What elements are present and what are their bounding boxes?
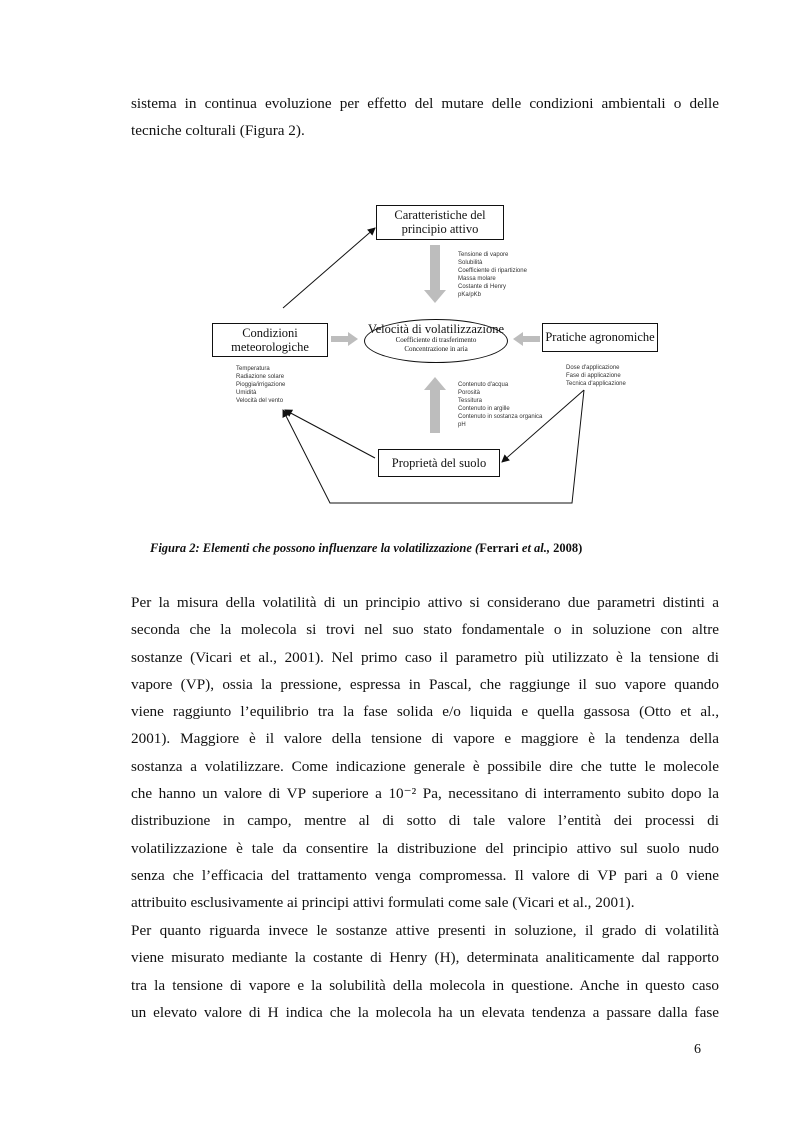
text-line: sostanza a volatilizzare. Come indicazione generale è possibile dire che tutte le molecole (131, 757, 719, 775)
arrow-right-left (513, 332, 540, 346)
text-line: 2001). Maggiore è il valore della tensione di vapore e maggiore è la tendenza della (131, 730, 719, 748)
arrow-soil-to-meteo (285, 410, 375, 458)
ellipse-volatilization-rate (364, 319, 508, 363)
list-agronomic-factors (566, 364, 626, 388)
list-item: Dose d'applicazione (566, 365, 620, 371)
list-soil-factors (458, 381, 542, 429)
box-label: meteorologiche (231, 340, 309, 354)
caption-etal: et al., (521, 541, 551, 555)
text-line: tra la tensione di vapore e la solubilità della molecola in questione. Anche in questo caso (131, 976, 719, 994)
text-line: viene raggiunto l’equilibrio tra la fase solida e/o liquida e quella gassosa (Otto et al., (131, 703, 719, 721)
list-item: Massa molare (458, 276, 496, 282)
list-item: pH (458, 422, 466, 428)
intro-paragraph (131, 90, 719, 145)
arrow-top-down (424, 245, 446, 303)
list-item: Contenuto in argille (458, 406, 510, 412)
ellipse-subtitle: Coefficiente di trasferimento (395, 336, 477, 344)
text-line: tecniche colturali (Figura 2). (131, 122, 305, 140)
text-line: senza che l’efficacia del trattamento venga compromessa. Il valore di VP pari a 0 viene (131, 866, 719, 884)
text-line: viene misurato mediante la costante di Henry (H), determinata analiticamente dal rapporto (131, 949, 719, 967)
list-item: Velocità del vento (236, 398, 284, 404)
list-item: Temperatura (236, 366, 270, 372)
figure-caption (150, 541, 582, 556)
list-item: Umidità (236, 390, 257, 396)
list-item: Costante di Henry (458, 284, 507, 290)
arrow-left-right (331, 332, 358, 346)
text-line: attribuito esclusivamente ai principi attivi formulati come sale (Vicari et al., 2001). (131, 894, 635, 912)
text-line: seconda che la molecola si trovi nel suo stato fondamentale o in soluzione con altre (131, 621, 719, 639)
body-paragraph-1 (131, 589, 719, 917)
text-line: che hanno un valore di VP superiore a 10⁻² Pa, necessitano di interramento subito dopo la (131, 785, 719, 803)
page-number: 6 (694, 1042, 701, 1057)
text-line: sistema in continua evoluzione per effetto del mutare delle condizioni ambientali o delle (131, 95, 719, 112)
body-paragraph-2 (131, 917, 719, 1026)
text-line: volatilizzazione è tale da consentire la distribuzione del principio attivo sul suolo nudo (131, 839, 719, 857)
box-meteorological-conditions (212, 323, 328, 357)
list-item: Tecnica d'applicazione (566, 381, 626, 387)
box-label: Condizioni (242, 326, 298, 340)
caption-year: 2008) (550, 541, 583, 555)
list-item: Radiazione solare (236, 374, 285, 380)
list-item: Contenuto in sostanza organica (458, 414, 543, 420)
box-label: principio attivo (401, 222, 479, 236)
list-item: Contenuto d'acqua (458, 382, 509, 388)
arrow-meteo-to-principle (283, 228, 375, 308)
box-agronomic-practices (542, 323, 658, 352)
list-item: Solubilità (458, 260, 483, 266)
text-line: Per quanto riguarda invece le sostanze attive presenti in soluzione, il grado di volatilità (131, 922, 719, 939)
box-soil-properties (378, 449, 500, 477)
list-item: pKa/pKb (458, 292, 482, 298)
list-meteorological-factors (236, 365, 285, 405)
arrow-bottom-up (424, 377, 446, 433)
caption-label: Figura 2: Elementi che possono influenzare la volatilizzazione ( (150, 541, 480, 555)
caption-author: Ferrari (479, 541, 522, 555)
list-item: Fase di applicazione (566, 373, 621, 379)
volatilization-diagram (200, 195, 660, 515)
text-line: un elevato valore di H indica che la molecola ha un elevata tendenza a passare dalla fase (131, 1003, 719, 1021)
box-label: Caratteristiche del (394, 208, 486, 222)
list-item: Pioggia/irrigazione (236, 382, 286, 388)
list-item: Tensione di vapore (458, 252, 509, 258)
list-principle-properties (458, 251, 527, 299)
ellipse-subtitle: Concentrazione in aria (404, 345, 468, 353)
list-item: Tessitura (458, 398, 483, 404)
box-label: Proprietà del suolo (391, 456, 487, 470)
ellipse-title: Velocità di volatilizzazione (367, 322, 505, 336)
text-line: sostanze (Vicari et al., 2001). Nel primo caso il parametro più utilizzato è la tensione di (131, 648, 719, 666)
list-item: Porosità (458, 390, 481, 396)
text-line: Per la misura della volatilità di un principio attivo si considerano due parametri distinti a (131, 594, 719, 611)
text-line: distribuzione in campo, mentre al di sotto di tale valore l’entità dei processi di (131, 812, 719, 830)
box-principle-characteristics (376, 205, 504, 240)
box-label: Pratiche agronomiche (545, 330, 655, 344)
text-line: vapore (VP), ossia la pressione, espressa in Pascal, che raggiunge il suo vapore quando (131, 675, 719, 693)
list-item: Coefficiente di ripartizione (458, 268, 527, 274)
